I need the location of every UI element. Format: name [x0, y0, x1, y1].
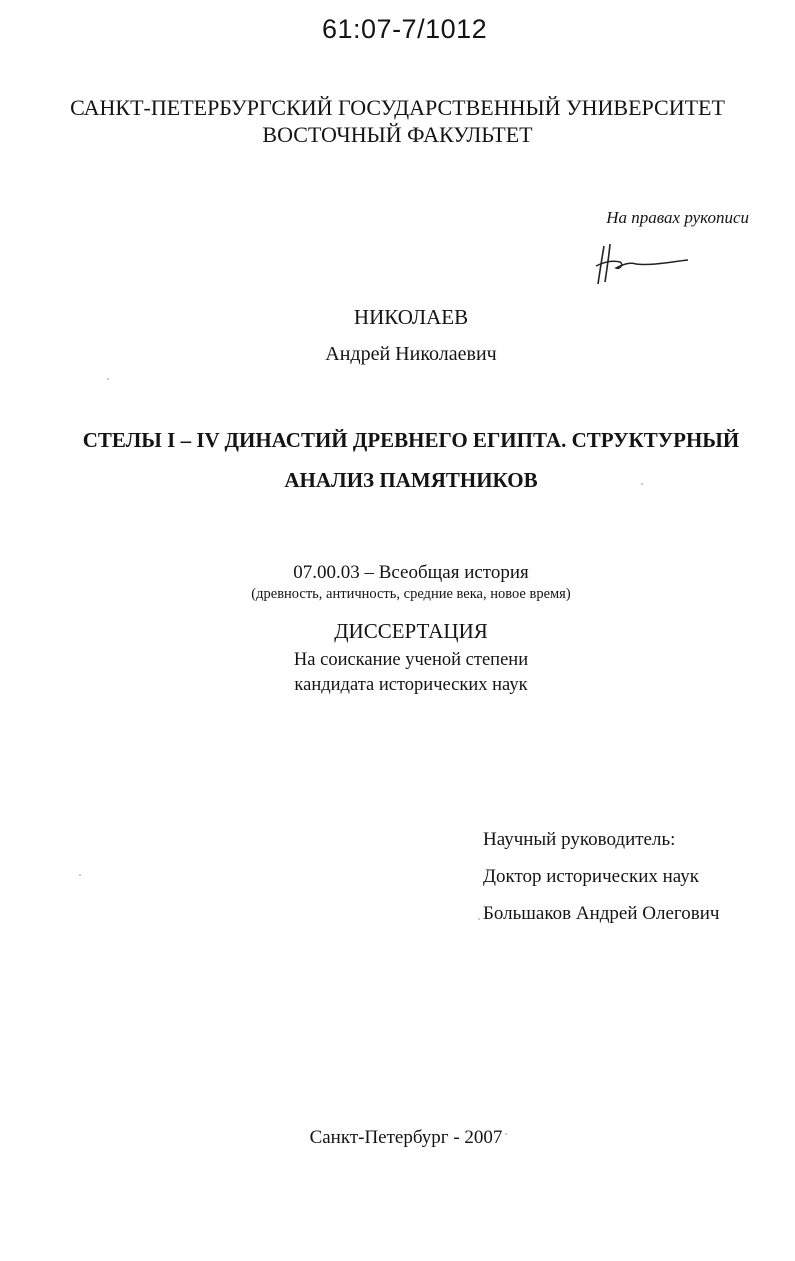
- scan-speck: [505, 1133, 507, 1135]
- rights-note: На правах рукописи: [606, 208, 749, 227]
- specialty-code: 07.00.03 – Всеобщая история: [293, 562, 529, 583]
- institution-block: [0, 94, 795, 148]
- specialty-description: (древность, античность, средние века, новое время): [251, 586, 571, 602]
- degree-line-1: На соискание ученой степени: [293, 650, 529, 670]
- supervisor-name: Большаков Андрей Олегович: [483, 903, 720, 924]
- scan-speck: [478, 918, 480, 920]
- university-name: САНКТ-ПЕТЕРБУРГСКИЙ ГОСУДАРСТВЕННЫЙ УНИВЕРСИТЕТ: [70, 95, 725, 120]
- supervisor-degree: Доктор исторических наук: [483, 866, 699, 887]
- faculty-name: ВОСТОЧНЫЙ ФАКУЛЬТЕТ: [262, 122, 533, 147]
- city-year: Санкт-Петербург - 2007: [309, 1127, 503, 1148]
- dissertation-title: [0, 420, 795, 500]
- title-line-2: АНАЛИЗ ПАМЯТНИКОВ: [284, 468, 538, 492]
- scan-speck: [79, 874, 81, 876]
- degree-purpose: [0, 648, 795, 698]
- author-surname: НИКОЛАЕВ: [353, 305, 469, 329]
- author-first-names: Андрей Николаевич: [325, 343, 497, 365]
- document-type: ДИССЕРТАЦИЯ: [334, 619, 488, 643]
- degree-line-2: кандидата исторических наук: [294, 675, 528, 695]
- signature-icon: [590, 240, 700, 290]
- supervisor-label: Научный руководитель:: [483, 829, 676, 850]
- scan-speck: [641, 483, 643, 485]
- title-line-1: СТЕЛЫ I – IV ДИНАСТИЙ ДРЕВНЕГО ЕГИПТА. СТРУКТУРНЫЙ: [82, 428, 740, 452]
- scan-speck: [107, 378, 109, 380]
- catalog-code: 61:07-7/1012: [322, 14, 488, 44]
